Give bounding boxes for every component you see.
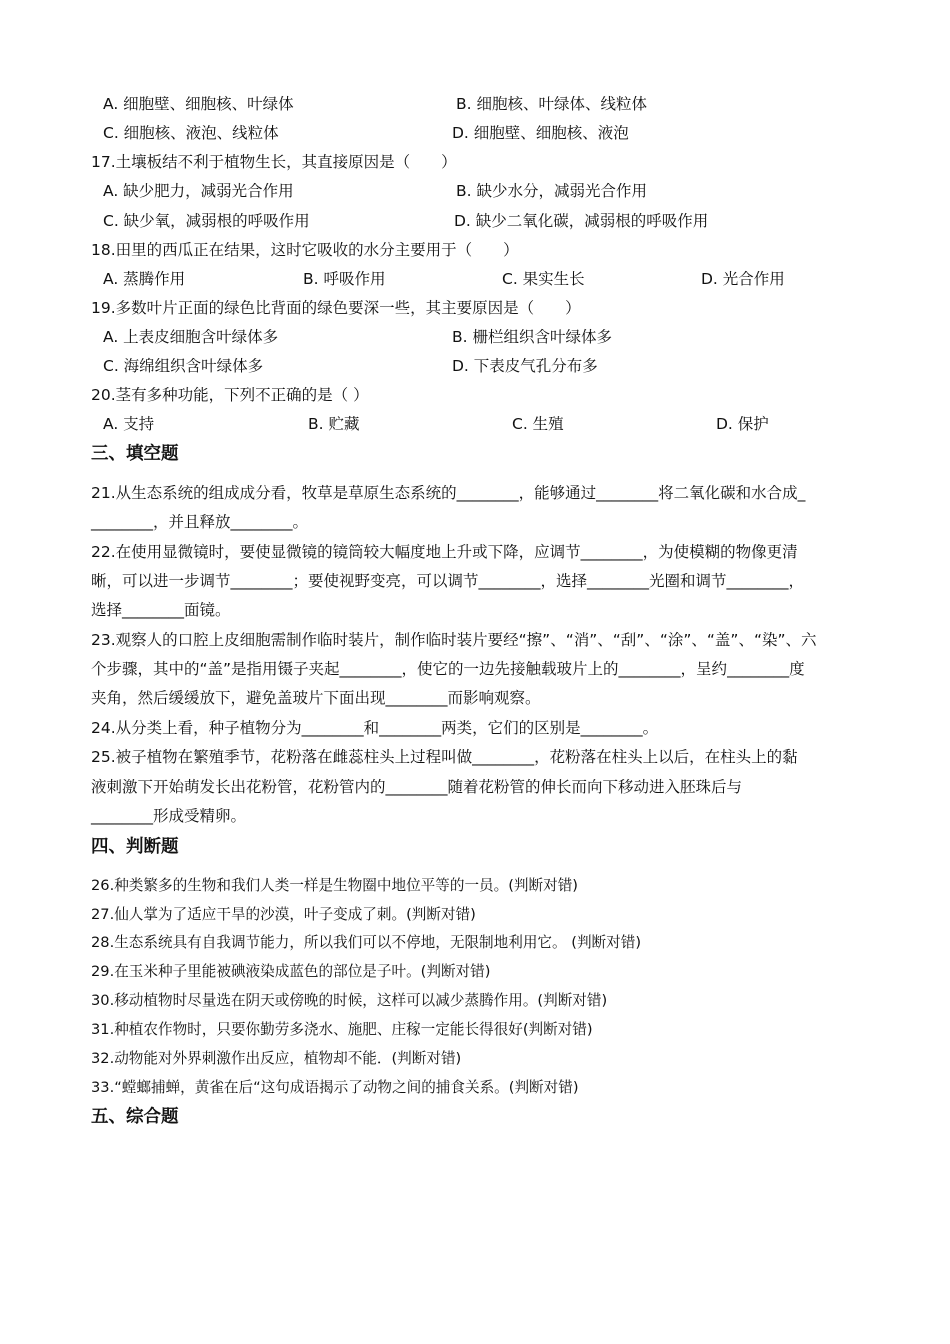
judgment-item: 31.种植农作物时，只要你勤劳多浇水、施肥、庄稼一定能长得很好(判断对错): [91, 1021, 593, 1038]
q17-option-d: D. 缺少二氧化碳，减弱根的呼吸作用: [454, 212, 709, 230]
q19-option-c: C. 海绵组织含叶绿体多: [103, 357, 264, 375]
section-heading-comprehensive: 五、综合题: [91, 1107, 179, 1127]
q23-line-3: 夹角，然后缓缓放下，避免盖玻片下面出现________而影响观察。: [91, 689, 541, 707]
q25-line-2: 液刺激下开始萌发长出花粉管，花粉管内的________随着花粉管的伸长而向下移动进入胚珠后与: [91, 778, 743, 796]
q19-option-d: D. 下表皮气孔分布多: [452, 357, 598, 375]
q22-line-2: 晰，可以进一步调节________；要使视野变亮，可以调节________，选择________光圈和调节________，: [91, 572, 805, 590]
q16-option-d: D. 细胞壁、细胞核、液泡: [452, 124, 629, 142]
judgment-item: 30.移动植物时尽量选在阴天或傍晚的时候，这样可以减少蒸腾作用。(判断对错): [91, 992, 608, 1009]
q22-line-1: 22.在使用显微镜时，要使显微镜的镜筒较大幅度地上升或下降，应调节________，为使模糊的物像更清: [91, 543, 798, 561]
q17-option-a: A. 缺少肥力，减弱光合作用: [103, 182, 294, 200]
q18-option-c: C. 果实生长: [502, 270, 585, 288]
q21-line-2: ________，并且释放________。: [91, 513, 309, 531]
q16-option-b: B. 细胞核、叶绿体、线粒体: [456, 95, 647, 113]
q19-stem: 19.多数叶片正面的绿色比背面的绿色要深一些，其主要原因是（ ）: [91, 299, 581, 317]
judgment-item: 32.动物能对外界刺激作出反应，植物却不能．(判断对错): [91, 1050, 462, 1067]
q24-line: 24.从分类上看，种子植物分为________和________两类，它们的区别是________。: [91, 719, 659, 737]
q17-option-c: C. 缺少氧，减弱根的呼吸作用: [103, 212, 310, 230]
q20-option-a: A. 支持: [103, 415, 155, 433]
q21-line-1: 21.从生态系统的组成成分看，牧草是草原生态系统的________，能够通过________将二氧化碳和水合成_: [91, 484, 806, 502]
q16-option-a: A. 细胞壁、细胞核、叶绿体: [103, 95, 294, 113]
q20-stem: 20.茎有多种功能，下列不正确的是（ ）: [91, 386, 369, 404]
judgment-item: 28.生态系统具有自我调节能力，所以我们可以不停地，无限制地利用它。 (判断对错): [91, 934, 642, 951]
q25-line-1: 25.被子植物在繁殖季节，花粉落在雌蕊柱头上过程叫做________，花粉落在柱头上以后，在柱头上的黏: [91, 748, 798, 766]
q18-option-a: A. 蒸腾作用: [103, 270, 186, 288]
q18-stem: 18.田里的西瓜正在结果，这时它吸收的水分主要用于（ ）: [91, 241, 519, 259]
q20-option-b: B. 贮藏: [308, 415, 360, 433]
q25-line-3: ________形成受精卵。: [91, 807, 247, 825]
q16-option-c: C. 细胞核、液泡、线粒体: [103, 124, 279, 142]
q19-option-a: A. 上表皮细胞含叶绿体多: [103, 328, 279, 346]
q23-line-1: 23.观察人的口腔上皮细胞需制作临时装片，制作临时装片要经“擦”、“消”、“刮”、“涂”、“盖”、“染”、六: [91, 631, 817, 649]
q17-stem: 17.土壤板结不利于植物生长，其直接原因是（ ）: [91, 153, 457, 171]
judgment-item: 27.仙人掌为了适应干旱的沙漠，叶子变成了刺。(判断对错): [91, 906, 476, 923]
judgment-item: 26.种类繁多的生物和我们人类一样是生物圈中地位平等的一员。(判断对错): [91, 877, 579, 894]
judgment-item: 29.在玉米种子里能被碘液染成蓝色的部位是子叶。(判断对错): [91, 963, 491, 980]
q23-line-2: 个步骤，其中的“盖”是指用镊子夹起________，使它的一边先接触载玻片上的________，呈约________度: [91, 660, 805, 678]
q17-option-b: B. 缺少水分，减弱光合作用: [456, 182, 647, 200]
q18-option-b: B. 呼吸作用: [303, 270, 386, 288]
q18-option-d: D. 光合作用: [701, 270, 785, 288]
section-heading-fill-blank: 三、填空题: [91, 444, 179, 464]
q22-line-3: 选择________面镜。: [91, 601, 231, 619]
q19-option-b: B. 栅栏组织含叶绿体多: [452, 328, 612, 346]
judgment-item: 33.“螳螂捕蝉，黄雀在后“这句成语揭示了动物之间的捕食关系。(判断对错): [91, 1079, 579, 1096]
q20-option-c: C. 生殖: [512, 415, 564, 433]
section-heading-judgment: 四、判断题: [91, 837, 179, 857]
q20-option-d: D. 保护: [716, 415, 769, 433]
